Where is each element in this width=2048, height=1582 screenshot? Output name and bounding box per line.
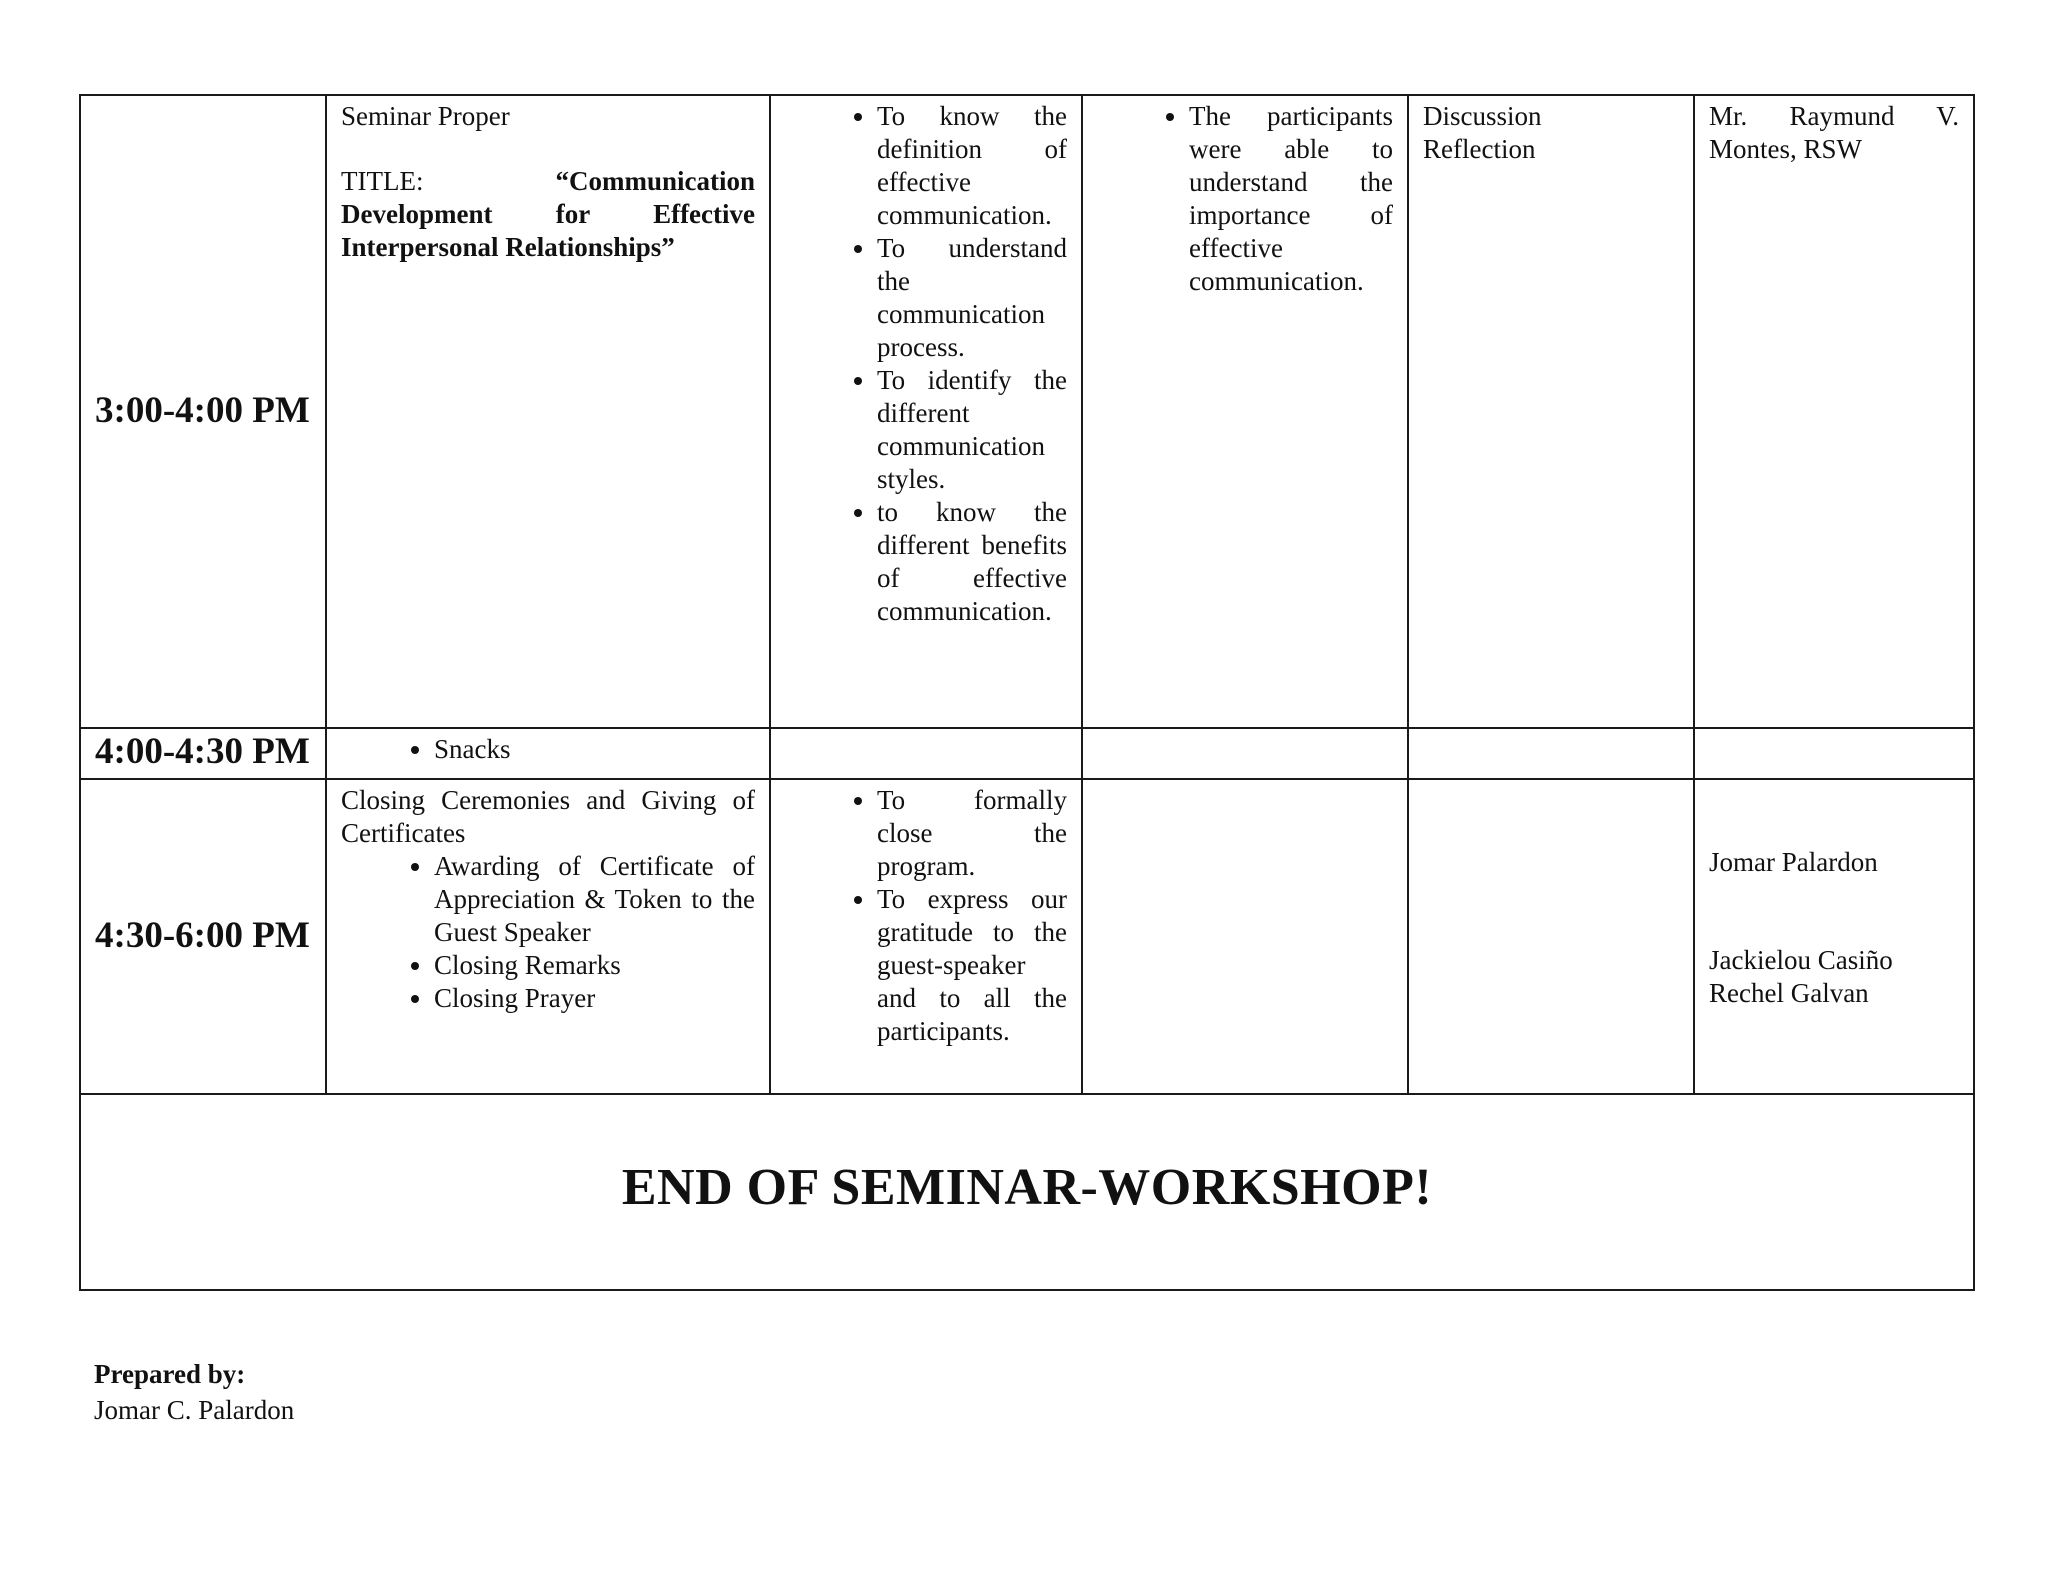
time-cell: 3:00-4:00 PM <box>80 95 326 728</box>
schedule-table <box>79 94 1975 1291</box>
activities-list <box>341 733 755 766</box>
person-cell: Mr. Raymund V. Montes, RSW <box>1694 95 1974 728</box>
list-item: • Closing Remarks <box>434 949 755 982</box>
table-row <box>80 779 1974 1094</box>
outcomes-cell <box>1082 779 1408 1094</box>
activity-cell <box>326 728 770 779</box>
seminar-title <box>341 165 755 264</box>
list-item: • To express our gratitude to the guest-speaker and to all the participants. <box>877 883 1067 1048</box>
list-item: • to know the different benefits of effective communication. <box>877 496 1067 628</box>
objectives-cell <box>770 728 1082 779</box>
person-name: Jackielou Casiño <box>1709 945 1893 975</box>
list-item: • To understand the communication process. <box>877 232 1067 364</box>
list-item: • Closing Prayer <box>434 982 755 1015</box>
outcomes-cell <box>1082 728 1408 779</box>
prepared-by-label: Prepared by: <box>94 1359 246 1389</box>
list-item: • The participants were able to understand the importance of effective communication. <box>1189 100 1393 298</box>
table-row <box>80 1094 1974 1290</box>
methodology-item: Discussion <box>1423 101 1542 131</box>
title-label: TITLE: <box>341 166 424 196</box>
table-row <box>80 95 1974 728</box>
title-text: “Communication Development for Effective Interpersonal Relationships” <box>341 166 755 262</box>
objectives-list <box>785 100 1067 628</box>
objectives-cell <box>770 779 1082 1094</box>
person-cell <box>1694 728 1974 779</box>
end-banner: END OF SEMINAR-WORKSHOP! <box>621 1158 1433 1216</box>
list-item: • Awarding of Certificate of Appreciation & Token to the Guest Speaker <box>434 850 755 949</box>
outcomes-cell <box>1082 95 1408 728</box>
objectives-cell <box>770 95 1082 728</box>
activity-cell <box>326 779 770 1094</box>
methodology-cell <box>1408 779 1694 1094</box>
activity-heading: Closing Ceremonies and Giving of Certificates <box>341 785 755 848</box>
list-item: • Snacks <box>434 733 755 766</box>
methodology-cell <box>1408 95 1694 728</box>
objectives-list <box>785 784 1067 1048</box>
prepared-by-name: Jomar C. Palardon <box>94 1395 295 1425</box>
activities-list <box>341 850 755 1015</box>
end-banner-cell <box>80 1094 1974 1290</box>
person-name: Rechel Galvan <box>1709 978 1869 1008</box>
list-item: • To formally close the program. <box>877 784 1067 883</box>
table-row <box>80 728 1974 779</box>
prepared-by-block <box>94 1356 294 1428</box>
time-cell: 4:30-6:00 PM <box>80 779 326 1094</box>
list-item: • To identify the different communication styles. <box>877 364 1067 496</box>
methodology-cell <box>1408 728 1694 779</box>
outcomes-list <box>1097 100 1393 298</box>
activity-heading: Seminar Proper <box>341 101 510 131</box>
time-cell: 4:00-4:30 PM <box>80 728 326 779</box>
methodology-item: Reflection <box>1423 134 1536 164</box>
person-cell <box>1694 779 1974 1094</box>
list-item: • To know the definition of effective communication. <box>877 100 1067 232</box>
person-name: Jomar Palardon <box>1709 847 1878 877</box>
activity-cell <box>326 95 770 728</box>
